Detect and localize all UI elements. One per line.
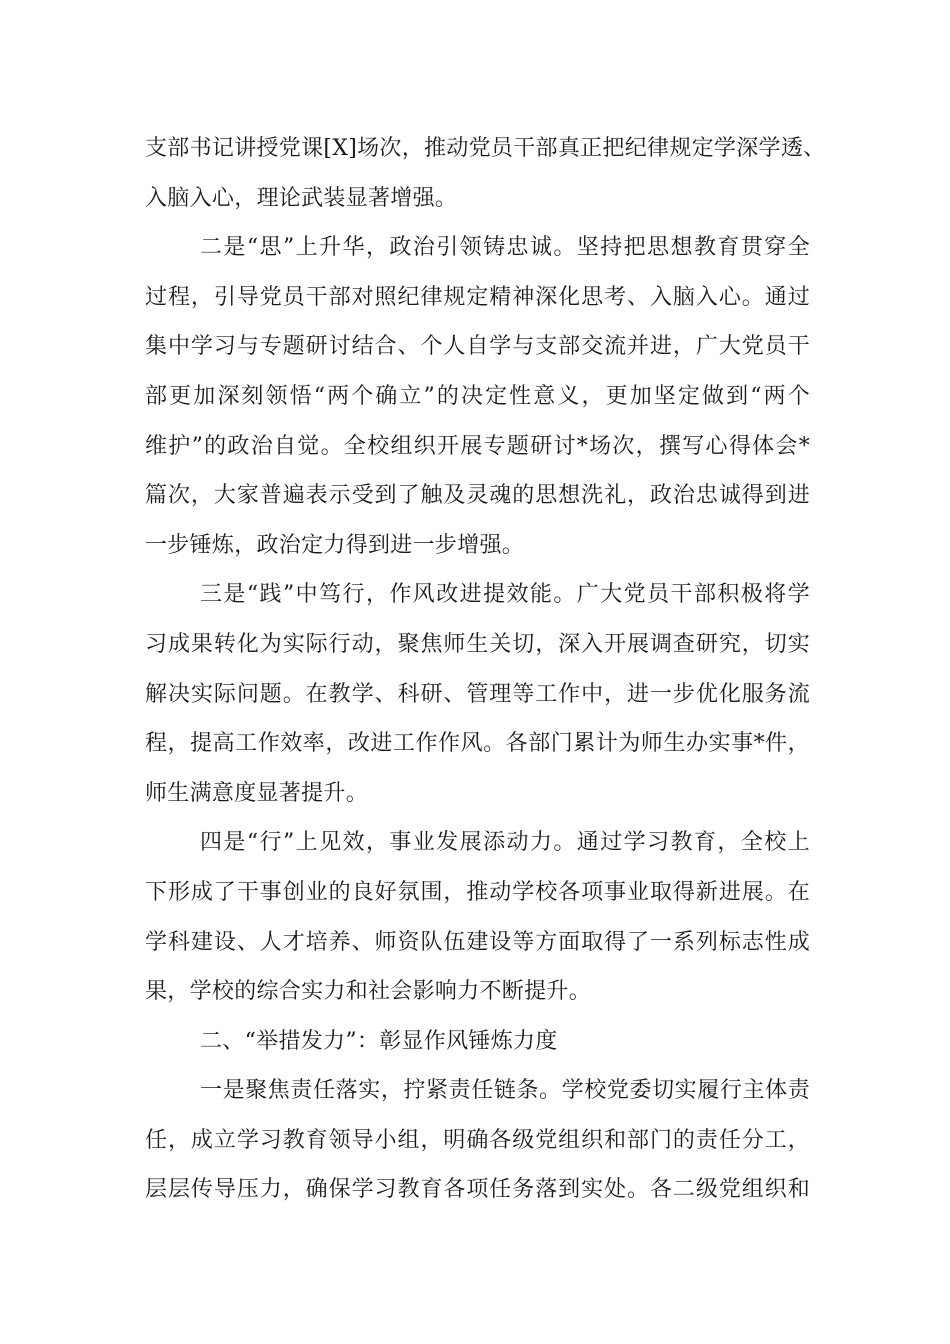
- text-line: 果，学校的综合实力和社会影响力不断提升。: [145, 979, 592, 1005]
- paragraph-continuation: [145, 124, 826, 223]
- text-line: 支部书记讲授党课[X]场次，推动党员干部真正把纪律规定学深学透、: [145, 136, 826, 161]
- text-line: 维护”的政治自觉。全校组织开展专题研讨*场次，撰写心得体会*: [145, 433, 810, 459]
- text-line: 师生满意度显著提升。: [145, 780, 369, 806]
- text-line: 过程，引导党员干部对照纪律规定精神深化思考、入脑入心。通过: [145, 284, 810, 310]
- text-line: 一步锤炼，政治定力得到进一步增强。: [145, 532, 525, 558]
- text-line: 部更加深刻领悟“两个确立”的决定性意义，更加坚定做到“两个: [145, 383, 810, 409]
- text-line: 三是“践”中笃行，作风改进提效能。广大党员干部积极将学: [200, 582, 810, 608]
- text-line: 下形成了干事创业的良好氛围，推动学校各项事业取得新进展。在: [145, 879, 810, 905]
- heading-text: 二、“举措发力”：彰显作风锤炼力度: [200, 1028, 558, 1054]
- text-line: 篇次，大家普遍表示受到了触及灵魂的思想洗礼，政治忠诚得到进: [145, 483, 810, 509]
- paragraph-zeren: [145, 1066, 810, 1215]
- text-line: 学科建设、人才培养、师资队伍建设等方面取得了一系列标志性成: [145, 929, 810, 955]
- document-body: [145, 124, 826, 1215]
- text-line: 入脑入心，理论武装显著增强。: [145, 185, 458, 211]
- paragraph-xing: [145, 818, 810, 1016]
- text-line: 解决实际问题。在教学、科研、管理等工作中，进一步优化服务流: [145, 681, 810, 707]
- text-line: 集中学习与专题研讨结合、个人自学与支部交流并进，广大党员干: [145, 334, 810, 360]
- paragraph-si: [145, 223, 810, 570]
- text-line: 习成果转化为实际行动，聚焦师生关切，深入开展调查研究，切实: [145, 631, 810, 657]
- text-line: 四是“行”上见效，事业发展添动力。通过学习教育，全校上: [200, 830, 810, 856]
- text-line: 任，成立学习教育领导小组，明确各级党组织和部门的责任分工，: [145, 1127, 810, 1153]
- text-line: 二是“思”上升华，政治引领铸忠诚。坚持把思想教育贯穿全: [200, 235, 810, 261]
- text-line: 一是聚焦责任落实，拧紧责任链条。学校党委切实履行主体责: [200, 1078, 810, 1104]
- section-heading: [145, 1017, 810, 1067]
- paragraph-jian: [145, 570, 810, 818]
- text-line: 层层传导压力，确保学习教育各项任务落到实处。各二级党组织和: [145, 1177, 810, 1203]
- text-line: 程，提高工作效率，改进工作作风。各部门累计为师生办实事*件，: [145, 731, 810, 757]
